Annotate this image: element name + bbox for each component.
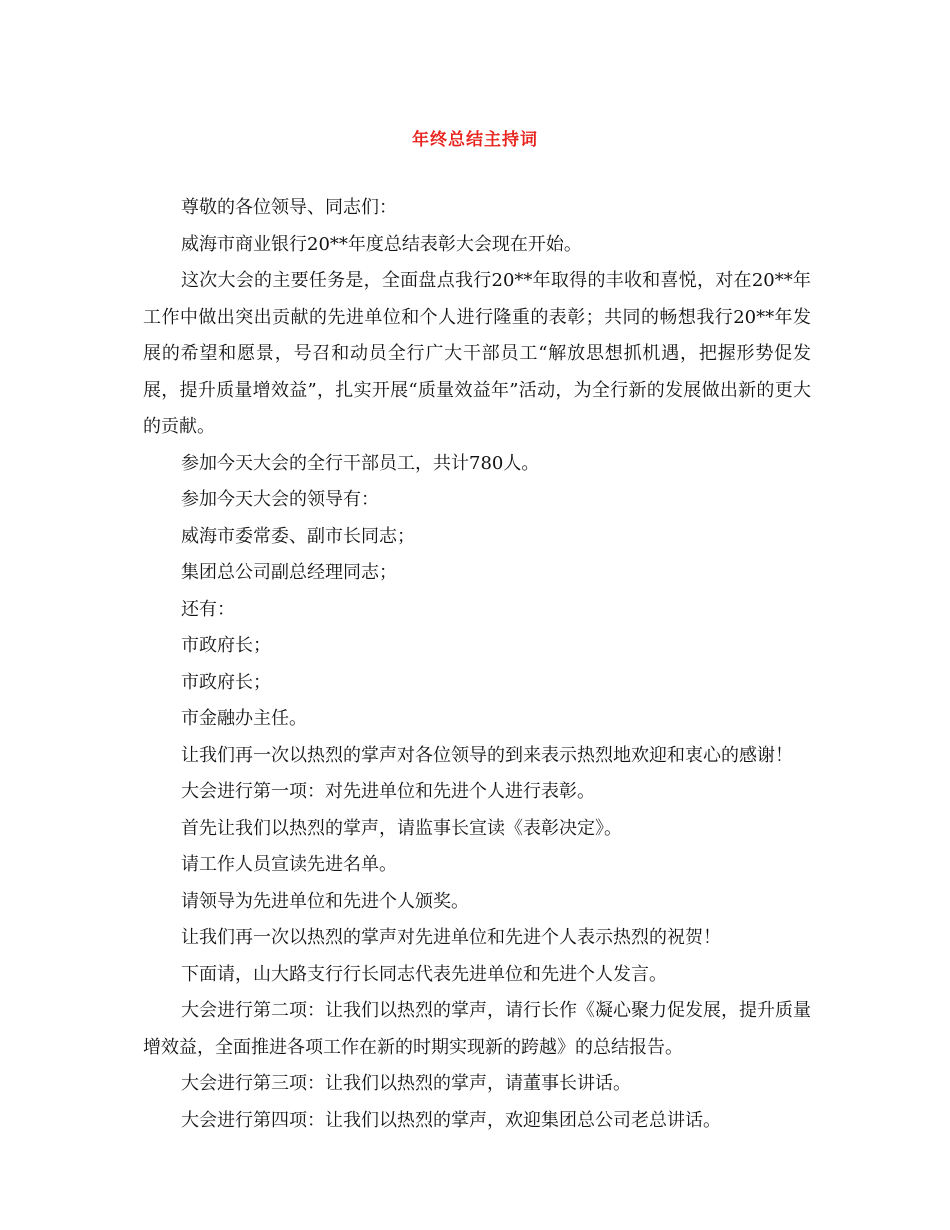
paragraph: 请领导为先进单位和先进个人颁奖。	[181, 890, 469, 912]
paragraph: 参加今天大会的领导有：	[181, 489, 379, 510]
paragraph: 让我们再一次以热烈的掌声对各位领导的到来表示热烈地欢迎和衷心的感谢！	[181, 744, 793, 766]
paragraph: 市金融办主任。	[181, 708, 307, 729]
paragraph: 这次大会的主要任务是，全面盘点我行20**年取得的丰收和喜悦，对在20**年工作中做出突出贡献的先进单位和个人进行隆重的表彰；共同的畅想我行20**年发展的希望和愿景，号召和动员全行广大干部员工“解放思想抓机遇，把握形势促发展，提升质量增效益”，扎实开展“质量效益年”活动，为全行新的发展做出新的更大的贡献。	[143, 270, 811, 437]
document-body	[143, 190, 811, 1139]
paragraph: 大会进行第三项：让我们以热烈的掌声，请董事长讲话。	[181, 1073, 631, 1094]
paragraph: 还有：	[181, 598, 235, 620]
paragraph: 大会进行第四项：让我们以热烈的掌声，欢迎集团总公司老总讲话。	[181, 1109, 721, 1131]
paragraph: 尊敬的各位领导、同志们：	[181, 197, 397, 218]
paragraph: 让我们再一次以热烈的掌声对先进单位和先进个人表示热烈的祝贺！	[181, 927, 721, 948]
paragraph: 威海市委常委、副市长同志；	[181, 525, 415, 547]
paragraph: 市政府长；	[181, 671, 271, 693]
paragraph: 请工作人员宣读先进名单。	[181, 854, 397, 875]
paragraph: 集团总公司副总经理同志；	[181, 562, 397, 583]
paragraph: 市政府长；	[181, 635, 271, 656]
paragraph: 下面请，山大路支行行长同志代表先进单位和先进个人发言。	[181, 963, 667, 985]
paragraph: 首先让我们以热烈的掌声，请监事长宣读《表彰决定》。	[181, 817, 622, 839]
paragraph: 大会进行第一项：对先进单位和先进个人进行表彰。	[181, 781, 595, 802]
document-title: 年终总结主持词	[412, 130, 538, 150]
paragraph: 威海市商业银行20**年度总结表彰大会现在开始。	[181, 233, 582, 255]
paragraph: 参加今天大会的全行干部员工，共计780人。	[181, 452, 540, 474]
paragraph: 大会进行第二项：让我们以热烈的掌声，请行长作《凝心聚力促发展，提升质量增效益，全面推进各项工作在新的时期实现新的跨越》的总结报告。	[143, 1000, 811, 1058]
